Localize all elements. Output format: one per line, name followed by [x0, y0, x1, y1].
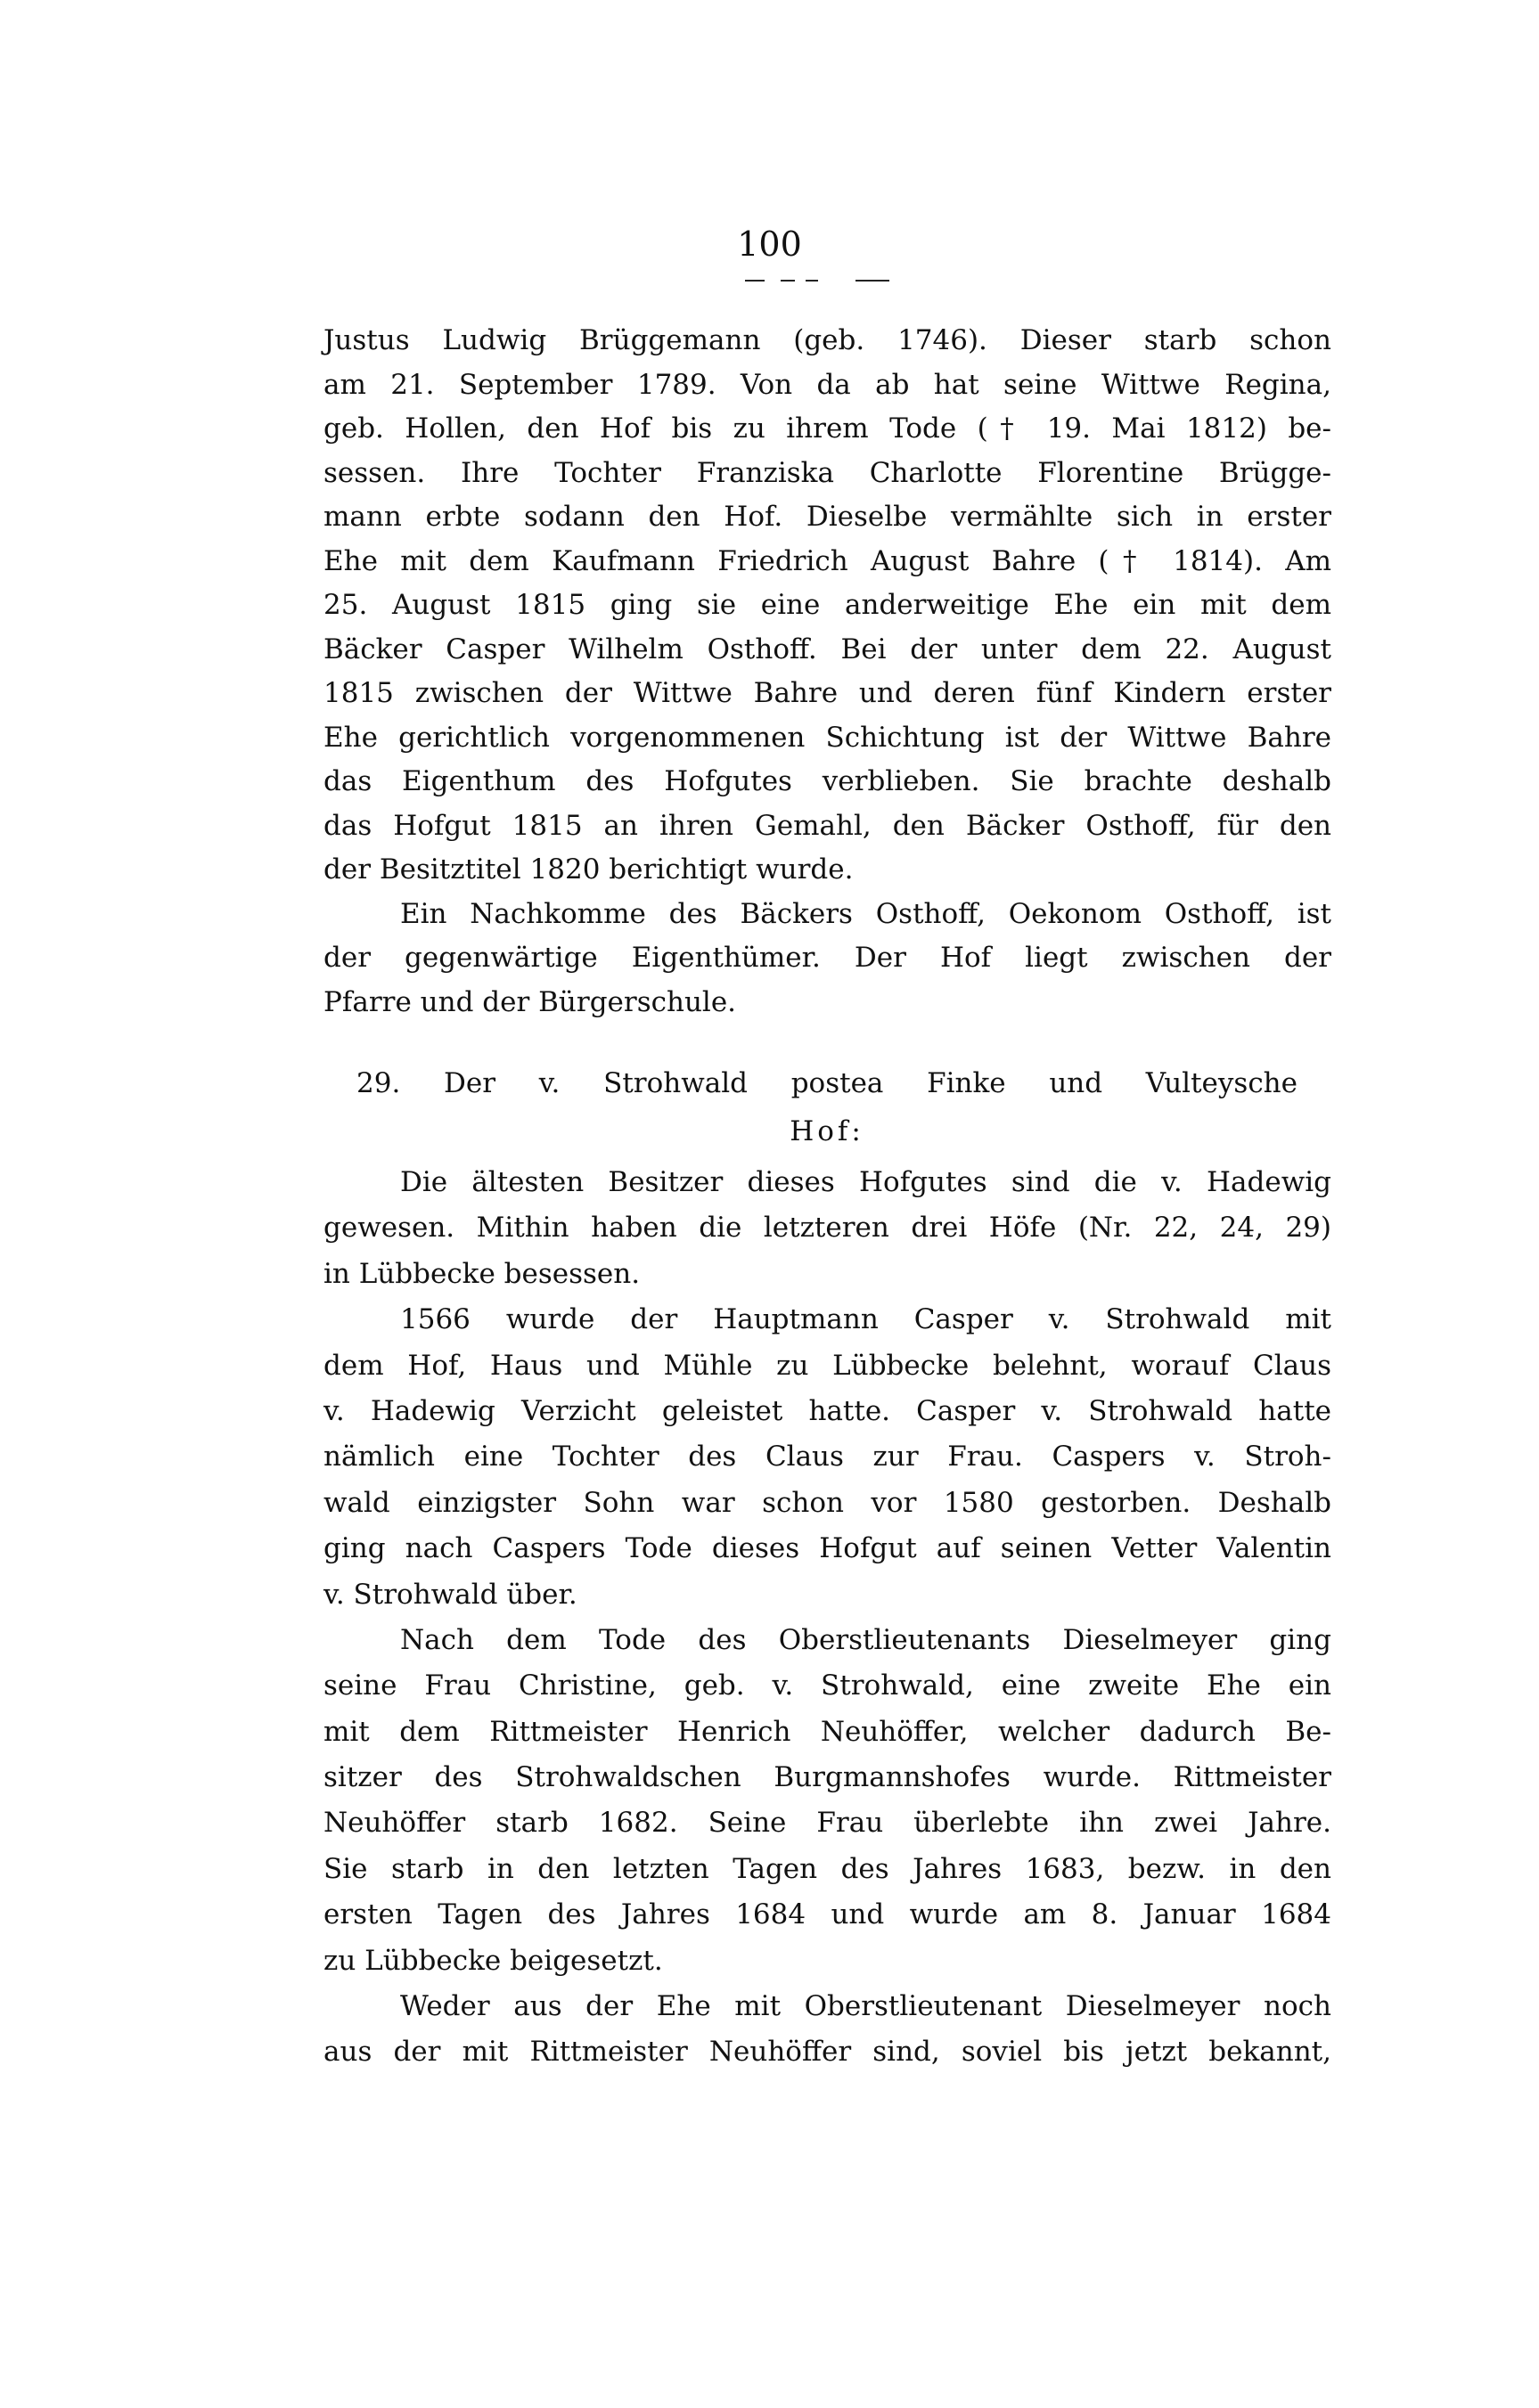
- text-line: gewesen. Mithin haben die letzteren drei Höfe (Nr. 22, 24, 29): [323, 1212, 1331, 1245]
- text-line: aus der mit Rittmeister Neuhöffer sind, soviel bis jetzt bekannt,: [323, 2036, 1331, 2069]
- text-line: Weder aus der Ehe mit Oberstlieutenant Dieselmeyer noch: [400, 1990, 1331, 2023]
- header-rule: [855, 280, 889, 282]
- text-line: Neuhöffer starb 1682. Seine Frau überlebte ihn zwei Jahre.: [323, 1807, 1331, 1840]
- text-line: 25. August 1815 ging sie eine anderweitige Ehe ein mit dem: [323, 589, 1331, 621]
- header-rule: [745, 280, 765, 282]
- text-line: sitzer des Strohwaldschen Burgmannshofes wurde. Rittmeister: [323, 1761, 1331, 1794]
- text-line: v. Strohwald über.: [323, 1578, 577, 1611]
- text-line: das Hofgut 1815 an ihren Gemahl, den Bäcker Osthoff, für den: [323, 809, 1331, 842]
- text-line: Ehe mit dem Kaufmann Friedrich August Bahre († 1814). Am: [323, 544, 1331, 577]
- text-line: wald einzigster Sohn war schon vor 1580 gestorben. Deshalb: [323, 1486, 1331, 1519]
- text-line: der Besitztitel 1820 berichtigt wurde.: [323, 853, 854, 886]
- text-line: nämlich eine Tochter des Claus zur Frau. Caspers v. Stroh-: [323, 1441, 1331, 1473]
- text-line: Justus Ludwig Brüggemann (geb. 1746). Dieser starb schon: [323, 324, 1331, 356]
- text-line: geb. Hollen, den Hof bis zu ihrem Tode († 19. Mai 1812) be-: [323, 412, 1331, 445]
- text-line: ging nach Caspers Tode dieses Hofgut auf seinen Vetter Valentin: [323, 1532, 1331, 1565]
- header-rule: [806, 280, 818, 282]
- heading-line-2: Hof:: [790, 1115, 864, 1147]
- text-line: Die ältesten Besitzer dieses Hofgutes sind die v. Hadewig: [400, 1166, 1331, 1198]
- text-line: 1815 zwischen der Wittwe Bahre und deren fünf Kindern erster: [323, 677, 1331, 709]
- text-line: v. Hadewig Verzicht geleistet hatte. Casper v. Strohwald hatte: [323, 1394, 1331, 1427]
- header-rule: [781, 280, 795, 282]
- body-text-top: [323, 319, 1331, 1024]
- page-number: 100: [737, 224, 802, 264]
- body-text-bottom: [323, 1160, 1331, 2076]
- text-line: zu Lübbecke beigesetzt.: [323, 1944, 663, 1977]
- text-line: Pfarre und der Bürgerschule.: [323, 985, 737, 1018]
- text-line: mann erbte sodann den Hof. Dieselbe vermählte sich in erster: [323, 501, 1331, 533]
- text-line: ersten Tagen des Jahres 1684 und wurde am 8. Januar 1684: [323, 1898, 1331, 1931]
- paragraph: [323, 319, 1331, 893]
- text-line: Nach dem Tode des Oberstlieutenants Dieselmeyer ging: [400, 1623, 1331, 1656]
- text-line: Ehe gerichtlich vorgenommenen Schichtung ist der Wittwe Bahre: [323, 721, 1331, 754]
- heading-line-1: 29. Der v. Strohwald postea Finke und Vulteysche: [356, 1067, 1298, 1099]
- section-heading: [356, 1059, 1298, 1155]
- text-line: das Eigenthum des Hofgutes verblieben. Sie brachte deshalb: [323, 765, 1331, 797]
- paragraph: [323, 893, 1331, 1025]
- text-line: dem Hof, Haus und Mühle zu Lübbecke belehnt, worauf Claus: [323, 1349, 1331, 1382]
- text-line: mit dem Rittmeister Henrich Neuhöffer, welcher dadurch Be-: [323, 1715, 1331, 1748]
- text-line: sessen. Ihre Tochter Franziska Charlotte Florentine Brügge-: [323, 456, 1331, 489]
- text-line: Sie starb in den letzten Tagen des Jahres 1683, bezw. in den: [323, 1852, 1331, 1885]
- text-line: der gegenwärtige Eigenthümer. Der Hof liegt zwischen der: [323, 942, 1331, 974]
- text-line: 1566 wurde der Hauptmann Casper v. Strohwald mit: [400, 1303, 1331, 1336]
- text-line: seine Frau Christine, geb. v. Strohwald, eine zweite Ehe ein: [323, 1669, 1331, 1702]
- text-line: am 21. September 1789. Von da ab hat seine Wittwe Regina,: [323, 368, 1331, 401]
- text-line: Bäcker Casper Wilhelm Osthoff. Bei der unter dem 22. August: [323, 633, 1331, 665]
- text-line: in Lübbecke besessen.: [323, 1257, 641, 1290]
- paragraph: [323, 1984, 1331, 2076]
- paragraph: [323, 1160, 1331, 1297]
- paragraph: [323, 1297, 1331, 1618]
- paragraph: [323, 1618, 1331, 1984]
- text-line: Ein Nachkomme des Bäckers Osthoff, Oekonom Osthoff, ist: [400, 897, 1331, 930]
